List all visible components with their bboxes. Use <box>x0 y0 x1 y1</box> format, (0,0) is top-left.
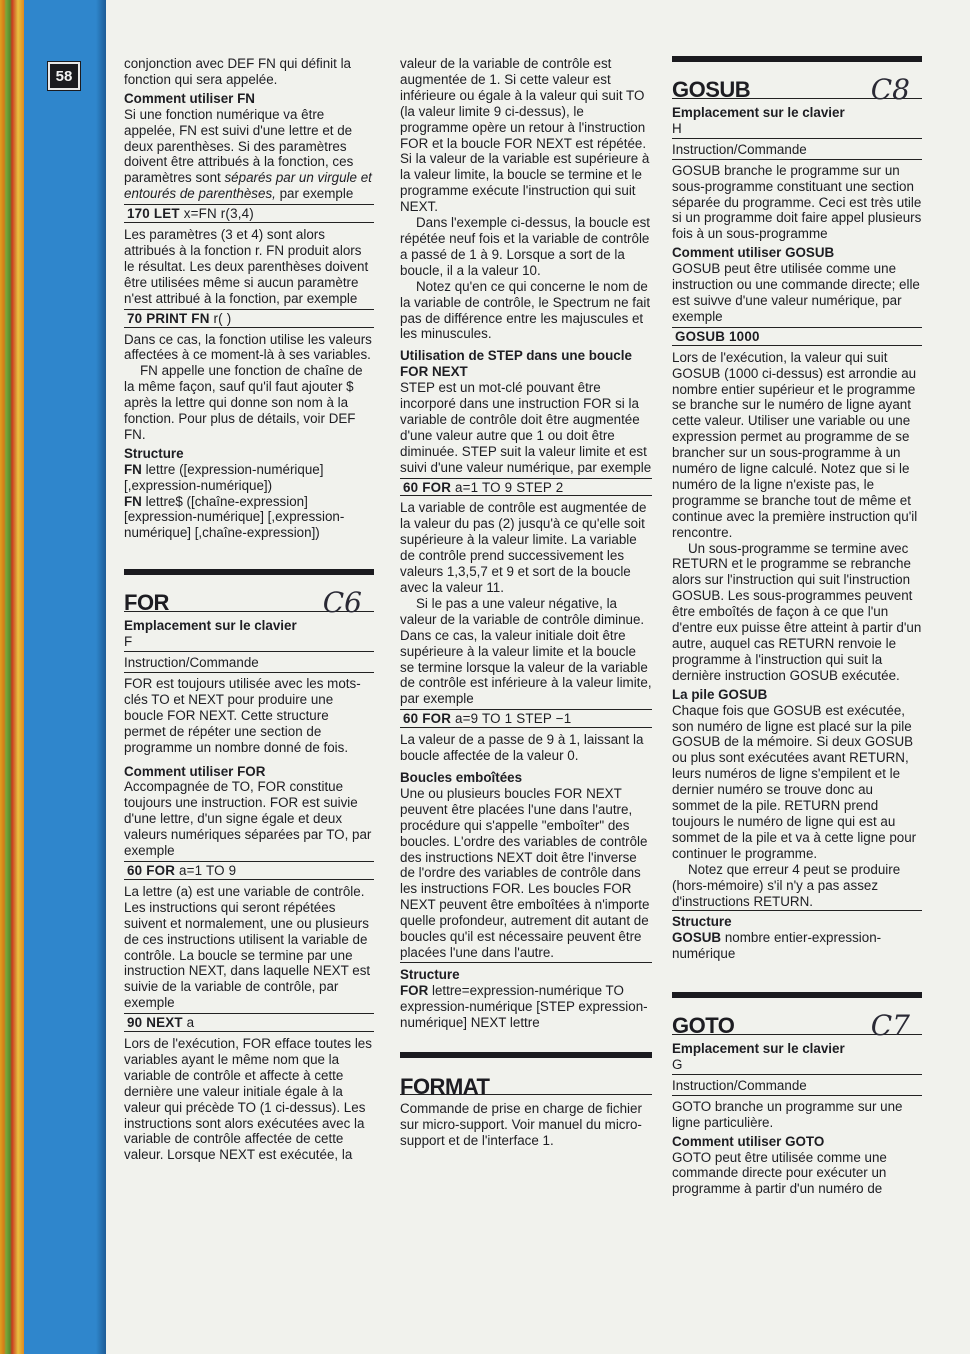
paragraph: GOTO peut être utilisée comme une commande directe pour exécuter un programme à partir d'un numéro de <box>672 1149 887 1197</box>
paragraph: La valeur de a passe de 9 à 1, laissant la boucle affectée de la valeur 0. <box>400 732 644 764</box>
section-header-format <box>400 1058 652 1099</box>
paragraph: FOR est toujours utilisée avec les mots-clés TO et NEXT pour produire une boucle FOR NEXT. Cette structure permet de répéter une section de programme un nombre donné de fois. <box>124 676 361 755</box>
code-example: 60 FOR a=9 TO 1 STEP −1 <box>400 709 652 728</box>
column-1 <box>124 56 374 1163</box>
paragraph: Les paramètres (3 et 4) sont alors attribués à la fonction r. FN produit alors le résultat. Les deux parenthèses doivent être utilisées même si aucun paramètre n'est attribué à la fonction, par exemple <box>124 227 369 306</box>
code-example: 70 PRINT FN r( ) <box>124 309 374 328</box>
paragraph: FN appelle une fonction de chaîne de la même façon, sauf qu'il faut ajouter $ après la lettre qui donne son nom à la fonction. Pour plus de détails, voir DEF FN. <box>124 363 363 442</box>
handwritten-note: C8 <box>870 73 910 107</box>
subheading: Structure <box>124 445 184 461</box>
section-title: FOR <box>124 590 169 616</box>
code-example: 170 LET x=FN r(3,4) <box>124 204 374 223</box>
section-title: GOTO <box>672 1013 735 1039</box>
subheading: Boucles emboîtées <box>400 769 523 785</box>
paragraph: Lors de l'exécution, FOR efface toutes les variables ayant le même nom que la variable de contrôle et affecte à cette dernière une valeur initiale égale à la valeur qui précède TO (1 ci-dessus). Les instructions sont alors exécutées avec la variable de contrôle affectée de cette valeur. Lorsque NEXT est exécutée, la <box>124 1036 372 1163</box>
paragraph: Notez que erreur 4 peut se produire (hors-mémoire) s'il n'y a pas assez d'instructions RETURN. <box>672 862 922 912</box>
blue-margin-band <box>24 0 106 1354</box>
subheading: Emplacement sur le clavier <box>672 105 845 120</box>
structure-line: FOR lettre=expression-numérique TO expression-numérique [STEP expression-numérique] NEXT lettre <box>400 982 648 1030</box>
keyboard-key: F <box>124 634 374 652</box>
subheading: La pile GOSUB <box>672 686 768 702</box>
section-title: FORMAT <box>400 1073 490 1099</box>
book-edge <box>0 0 24 1354</box>
subheading: Utilisation de STEP dans une boucle FOR NEXT <box>400 348 632 380</box>
handwritten-note: C7 <box>870 1009 910 1043</box>
paragraph: Chaque fois que GOSUB est exécutée, son numéro de ligne est placé sur la pile GOSUB de la mémoire. Si deux GOSUB ou plus sont exécutées avant RETURN, leurs numéros de ligne s'empilent et le dernier numéro se trouve donc au sommet de la pile. RETURN prend toujours le numéro de ligne qui est au sommet de la pile et va à cette ligne pour continuer le programme. <box>672 702 917 861</box>
section-header-gosub <box>672 62 922 107</box>
structure-line: FN lettre ([expression-numérique] [,expression-numérique]) <box>124 461 324 493</box>
subheading: Comment utiliser GOTO <box>672 1133 825 1149</box>
paragraph: conjonction avec DEF FN qui définit la fonction qui sera appelée. <box>124 56 352 87</box>
keyboard-key: G <box>672 1057 922 1075</box>
subheading: Comment utiliser FOR <box>124 763 266 779</box>
paragraph: Une ou plusieurs boucles FOR NEXT peuvent être placées l'une dans l'autre, procédure qui s'appelle "emboîter" des boucles. L'ordre des variables de contrôle des instructions NEXT doit être l'inverse de l'ordre des variables de contrôle dans les instructions FOR. Les boucles FOR NEXT peuvent être emboîtées à n'importe quelle profondeur, autrement dit autant de boucles qu'il est nécessaire peuvent être placées l'une dans l'autre. <box>400 786 652 963</box>
section-title: GOSUB <box>672 77 751 103</box>
handwritten-note: C6 <box>322 586 362 620</box>
subheading: Emplacement sur le clavier <box>672 1041 845 1057</box>
structure-line: GOSUB nombre entier-expression-numérique <box>672 930 882 962</box>
paragraph: GOSUB peut être utilisée comme une instruction ou une commande directe; elle est suivve d'une valeur numérique, par exemple <box>672 261 920 324</box>
keyword-type: Instruction/Commande <box>672 1078 922 1096</box>
section-header-for <box>124 575 374 620</box>
paragraph: GOSUB branche le programme sur un sous-programme constituant une section séparée du programme. Ceci est très utile si un programme doit faire appel plusieurs fois à un sous-programme <box>672 162 922 242</box>
subheading: Comment utiliser FN <box>124 90 255 106</box>
code-example: GOSUB 1000 <box>672 327 922 346</box>
column-3 <box>672 56 922 1197</box>
paragraph: Accompagnée de TO, FOR constitue toujours une instruction. FOR est suivie d'une lettre, d'un signe égale et deux valeurs numériques séparées par TO, par exemple <box>124 779 372 859</box>
subheading: Emplacement sur le clavier <box>124 618 297 634</box>
code-example: 60 FOR a=1 TO 9 STEP 2 <box>400 478 652 497</box>
paragraph: Notez qu'en ce qui concerne le nom de la variable de contrôle, le Spectrum ne fait pas de différence entre les majuscules et les minuscules. <box>400 278 651 342</box>
paragraph: STEP est un mot-clé pouvant être incorporé dans une instruction FOR si la variable de contrôle doit être augmentée d'une valeur autre que 1 ou doit être diminuée. STEP suit la valeur limite et est suivi d'une valeur numérique, par exemple <box>400 380 652 475</box>
subheading: Comment utiliser GOSUB <box>672 245 835 261</box>
subheading: Structure <box>400 966 460 982</box>
paragraph: GOTO branche un programme sur une ligne particulière. <box>672 1098 903 1130</box>
keyword-type: Instruction/Commande <box>672 142 922 160</box>
code-example: 60 FOR a=1 TO 9 <box>124 861 374 880</box>
keyboard-key: H <box>672 121 922 139</box>
paragraph: valeur de la variable de contrôle est augmentée de 1. Si cette valeur est inférieure ou égale à la valeur qui suit TO (la valeur limite 9 ci-dessus), le programme opère un retour à l'instruction FOR et la boucle FOR NEXT est répétée. Si la valeur de la variable est supérieure à la valeur limite, la boucle se termine et le programme exécute l'instruction qui suit NEXT. <box>400 56 650 215</box>
paragraph: Un sous-programme se termine avec RETURN et le programme se rebranche alors sur l'instruction qui suit l'instruction GOSUB. Les sous-programmes peuvent être emboîtés de façon à ce que l'un d'entre eux puisse être atteint à partir d'un autre, auquel cas RETURN renvoie le programme à l'instruction qui suit la dernière instruction GOSUB exécutée. <box>672 540 922 683</box>
paragraph: Commande de prise en charge de fichier sur micro-support. Voir manuel du micro-support et de l'interface 1. <box>400 1101 642 1149</box>
column-2 <box>400 56 652 1149</box>
paragraph: Lors de l'exécution, la valeur qui suit GOSUB (1000 ci-dessus) est arrondie au nombre entier supérieur et le programme se branche sur le numéro de ligne ayant cette valeur. Utiliser une variable ou une expression permet au programme de se brancher sur un sous-programme à un numéro de ligne calculé. Notez que si le numéro de la ligne n'existe pas, le programme se branche tout de même et continue avec la première instruction qu'il rencontre. <box>672 349 918 540</box>
paragraph: Si le pas a une valeur négative, la valeur de la variable de contrôle diminue. Dans ce cas, la valeur initiale doit être supérieure à la valeur limite et la boucle se termine lorsque la valeur de la variable de contrôle est inférieure à la valeur limite, par exemple <box>400 595 652 707</box>
paragraph: La lettre (a) est une variable de contrôle. Les instructions qui seront répétées suivent et normalement, une ou plusieurs de ces instructions utilisent la variable de contrôle. La boucle se termine par une instruction NEXT, dans laquelle NEXT est suivie de la variable de contrôle, par exemple <box>124 883 371 1011</box>
subheading: Structure <box>672 914 732 930</box>
section-header-goto <box>672 998 922 1043</box>
paragraph: Dans l'exemple ci-dessus, la boucle est répétée neuf fois et la variable de contrôle a passé de 1 à 9. Lorsque a sort de la boucle, il a la valeur 10. <box>400 215 651 278</box>
paragraph: La variable de contrôle est augmentée de la valeur du pas (2) jusqu'à ce qu'elle soit supérieure à la valeur limite. La variable de contrôle prend successivement les valeurs 1,3,5,7 et 9 et sort de la boucle avec la valeur 11. <box>400 500 647 595</box>
paragraph: Dans ce cas, la fonction utilise les valeurs affectées à ce moment-là à ses variables. <box>124 331 372 363</box>
paragraph: Si une fonction numérique va être appelée, FN est suivi d'une lettre et de deux parenthèses. Si des paramètres doivent être attribués à la fonction, ces paramètres sont séparés par un virgule et entourés de parenthèses, par exemple <box>124 106 372 202</box>
code-example: 90 NEXT a <box>124 1013 374 1032</box>
structure-line: FN lettre$ ([chaîne-expression] [expression-numérique] [,expression-numérique] [,chaîne-expression]) <box>124 493 345 541</box>
page-number: 58 <box>48 62 80 90</box>
keyword-type: Instruction/Commande <box>124 655 374 673</box>
